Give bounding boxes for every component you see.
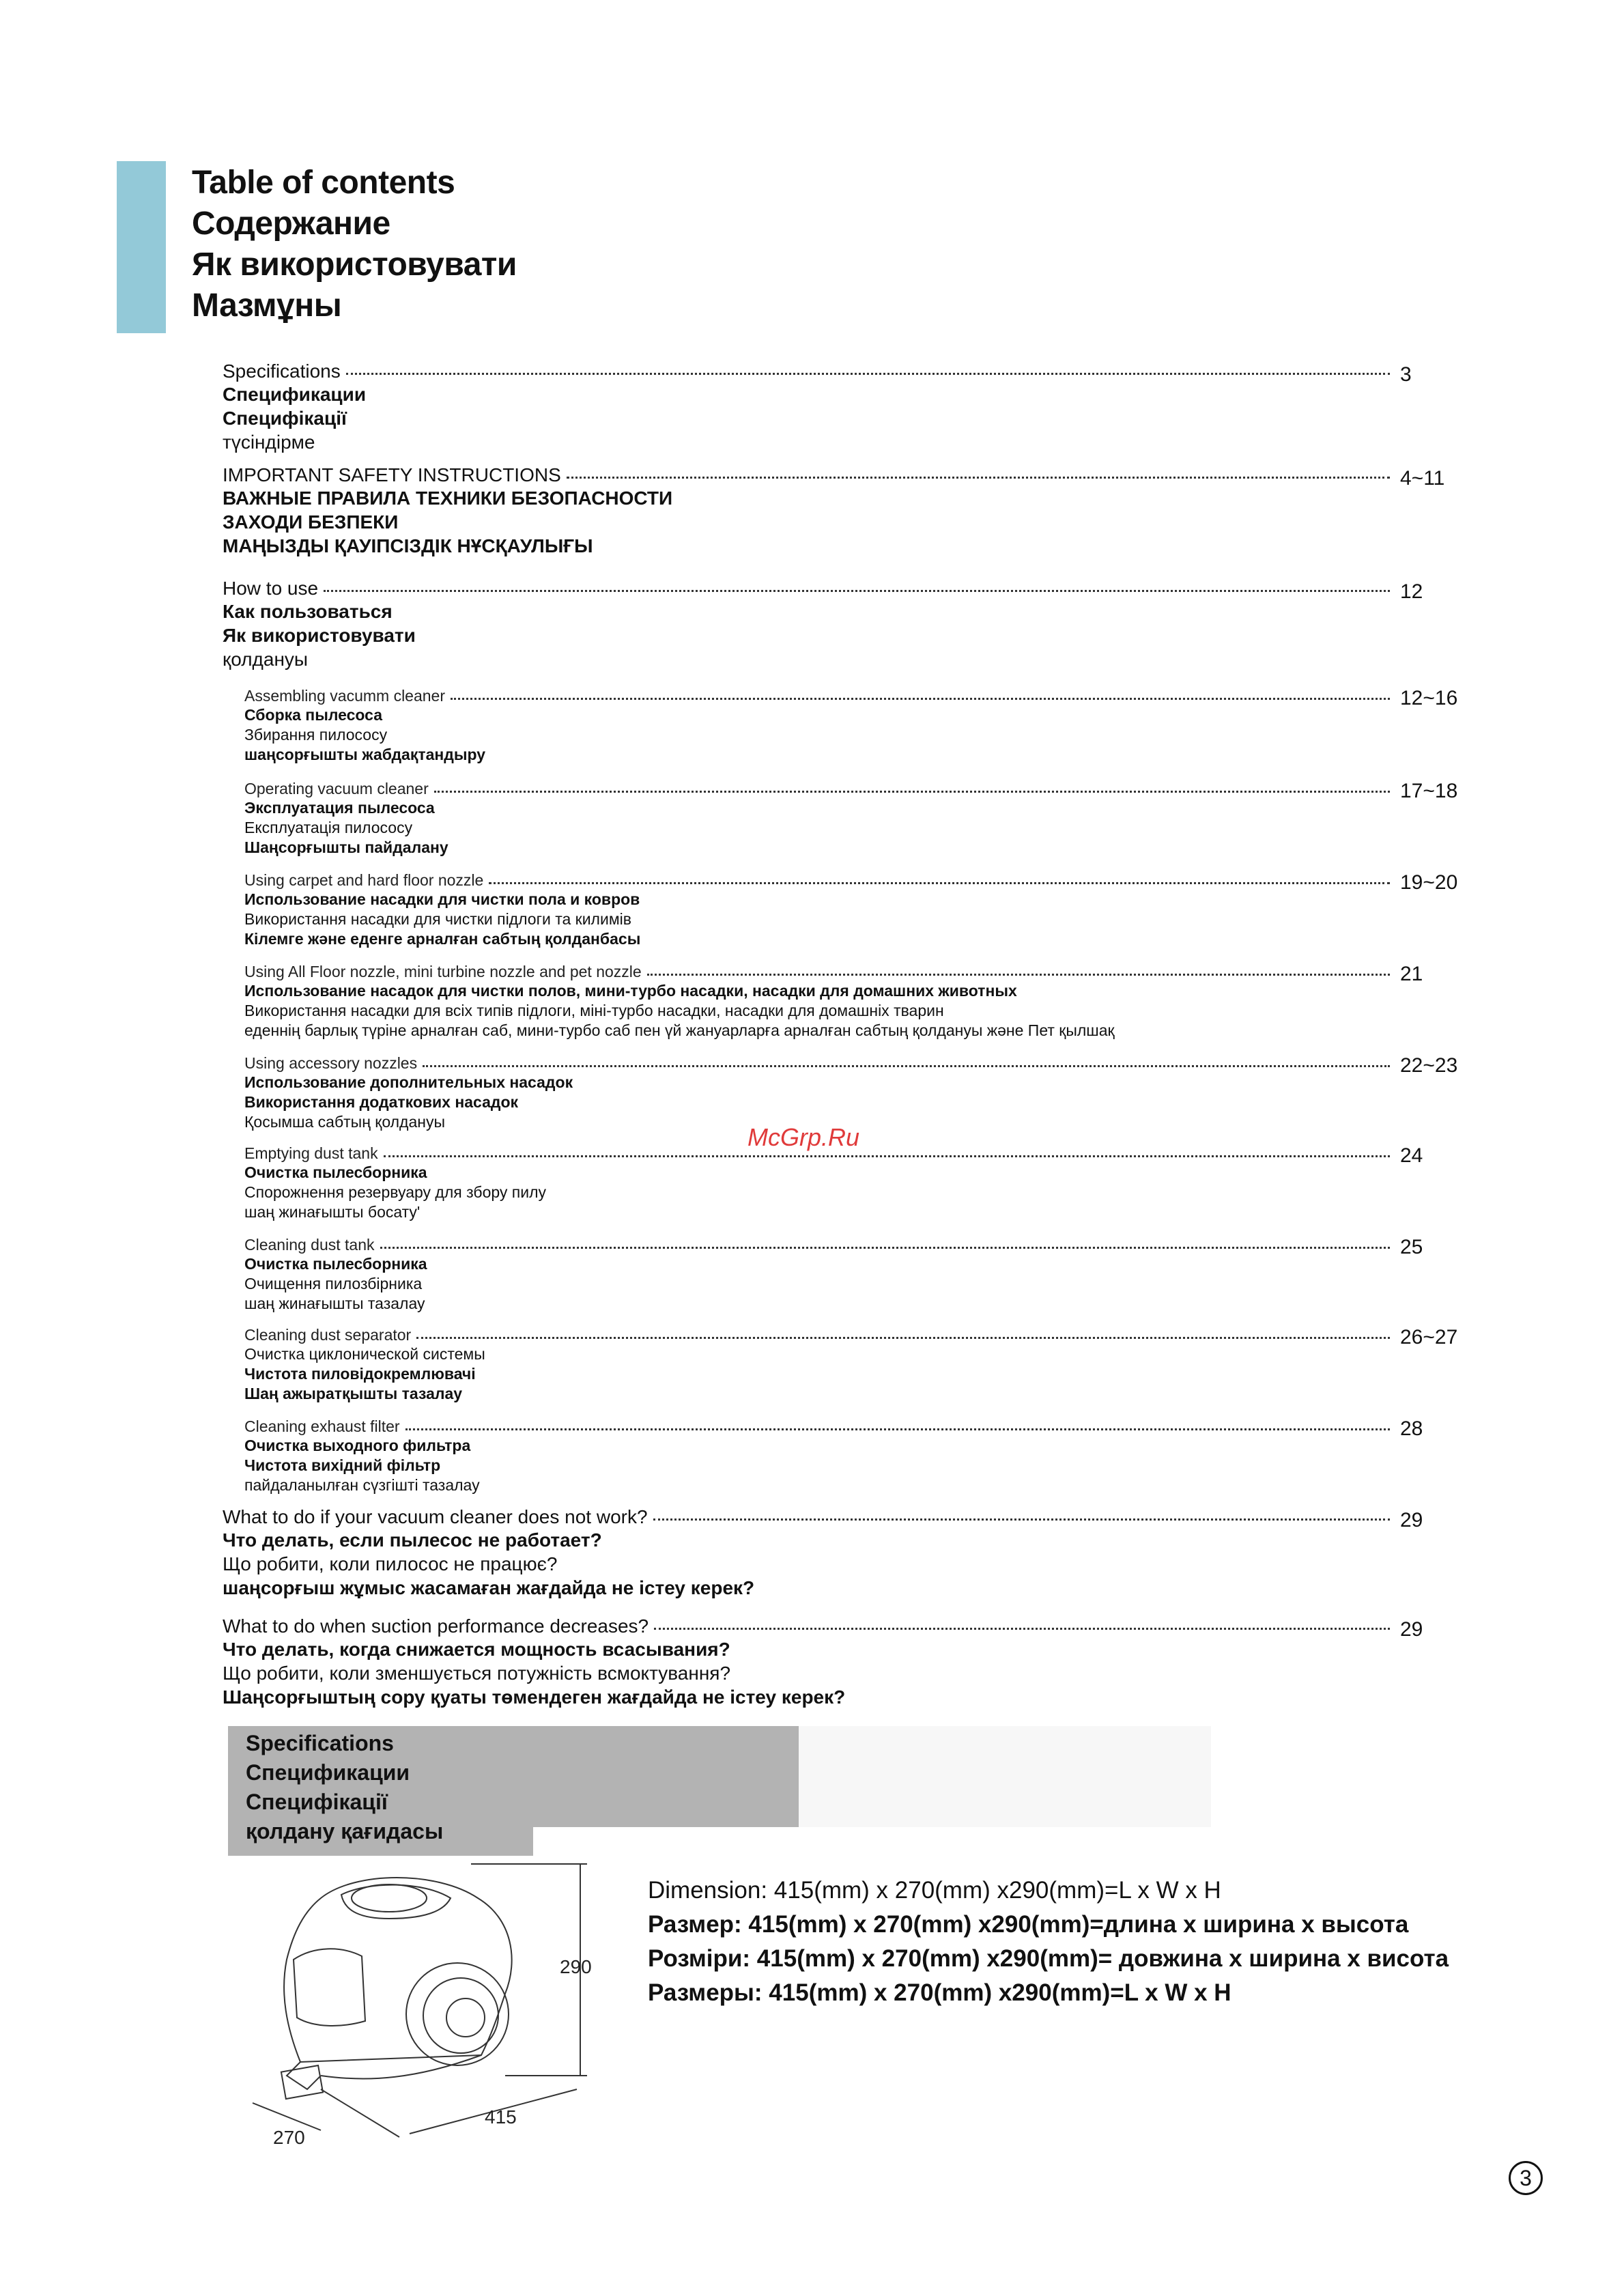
toc-entry <box>223 1326 1458 1404</box>
toc-entry-title: Cleaning dust tank <box>244 1236 375 1254</box>
toc-entry <box>223 361 1412 454</box>
toc-page-number: 26~27 <box>1400 1326 1458 1348</box>
toc-dot-leader <box>346 373 1390 375</box>
toc-entry-title: Cleaning exhaust filter <box>244 1417 400 1435</box>
title-en: Table of contents <box>192 165 455 201</box>
toc-translation-line: Очистка пылесборника <box>244 1255 427 1273</box>
toc-entry <box>223 1054 1458 1132</box>
toc-translation-line: шаң жинағышты тазалау <box>244 1295 425 1312</box>
dimension-uk: Розміри: 415(mm) x 270(mm) x290(mm)= довжина x ширина x висота <box>648 1945 1449 1972</box>
toc-entry <box>223 1506 1423 1600</box>
title-accent-bar <box>117 161 166 333</box>
toc-entry-title: Using carpet and hard floor nozzle <box>244 871 484 889</box>
toc-translation-line: Що робити, коли зменшується потужність всмоктування? <box>223 1663 731 1684</box>
toc-translation-line: Шаңсорғышты пайдалану <box>244 838 448 856</box>
spec-label-kk: қолдану қағидасы <box>246 1819 444 1843</box>
toc-entry <box>223 464 1445 558</box>
toc-entry-title: What to do when suction performance decreases? <box>223 1615 649 1637</box>
spec-header-panel <box>799 1726 1211 1827</box>
toc-dot-leader <box>405 1428 1390 1430</box>
toc-entry <box>223 578 1423 671</box>
toc-translation-line: Использование дополнительных насадок <box>244 1073 573 1091</box>
toc-translation-line: Что делать, когда снижается мощность всасывания? <box>223 1639 730 1660</box>
toc-translation-line: қолдануы <box>223 649 309 670</box>
toc-entry <box>223 871 1458 949</box>
toc-translations <box>223 981 1397 1041</box>
toc-translation-line: ВАЖНЫЕ ПРАВИЛА ТЕХНИКИ БЕЗОПАСНОСТИ <box>223 488 673 509</box>
toc-entry-title: Using All Floor nozzle, mini turbine nozzle and pet nozzle <box>244 963 642 980</box>
title-kk: Мазмұны <box>192 287 342 324</box>
toc-translations <box>223 798 1397 858</box>
toc-translation-line: пайдаланылған сүзгішті тазалау <box>244 1476 480 1494</box>
toc-translation-line: Збирання пилососу <box>244 726 388 744</box>
title-uk: Як використовувати <box>192 246 517 283</box>
toc-dot-leader <box>380 1247 1390 1249</box>
toc-translation-line: шаңсорғыш жұмыс жасамаған жағдайда не істеу керек? <box>223 1577 755 1598</box>
toc-translations <box>223 599 1397 671</box>
toc-translation-line: Спецификации <box>223 384 367 405</box>
spec-label-en: Specifications <box>246 1731 394 1755</box>
toc-page-number: 29 <box>1400 1618 1423 1641</box>
toc-dot-leader <box>384 1155 1390 1157</box>
toc-translation-line: Эксплуатация пылесоса <box>244 799 435 817</box>
toc-translation-line: Очистка циклонической системы <box>244 1345 485 1363</box>
dimension-en: Dimension: 415(mm) x 270(mm) x290(mm)=L x W x H <box>648 1877 1221 1904</box>
watermark: McGrp.Ru <box>747 1123 860 1151</box>
toc-translation-line: Шаң ажыратқышты тазалау <box>244 1385 463 1402</box>
toc-entry-title: Using accessory nozzles <box>244 1054 418 1072</box>
toc-translation-line: Очистка выходного фильтра <box>244 1437 471 1454</box>
page-number: 3 <box>1509 2161 1543 2195</box>
toc-translation-line: ЗАХОДИ БЕЗПЕКИ <box>223 511 399 533</box>
toc-translations <box>223 1163 1397 1222</box>
toc-translation-line: Сборка пылесоса <box>244 706 383 724</box>
toc-translations <box>223 1254 1397 1314</box>
dimension-ru: Размер: 415(mm) x 270(mm) x290(mm)=длина x ширина x высота <box>648 1911 1409 1938</box>
toc-translations <box>223 382 1397 454</box>
spec-label-ru: Спецификации <box>246 1760 410 1785</box>
toc-entry-row <box>223 464 1397 486</box>
dim-width-label: 270 <box>273 2127 305 2148</box>
toc-page-number: 25 <box>1400 1236 1423 1258</box>
toc-translation-line: Спорожнення резервуару для збору пилу <box>244 1183 547 1201</box>
toc-entry-row <box>223 1236 1397 1254</box>
toc-page-number: 17~18 <box>1400 780 1458 802</box>
toc-translation-line: Специфікації <box>223 408 347 429</box>
toc-page-number: 19~20 <box>1400 871 1458 894</box>
toc-translation-line: Кілемге және еденге арналған сабтың қолданбасы <box>244 930 641 948</box>
toc-entry <box>223 1236 1423 1314</box>
toc-dot-leader <box>324 590 1390 592</box>
toc-entry-row <box>223 1506 1397 1528</box>
toc-translations <box>223 705 1397 765</box>
toc-page-number: 24 <box>1400 1144 1423 1167</box>
toc-dot-leader <box>653 1518 1390 1521</box>
toc-translation-line: Использование насадок для чистки полов, мини-турбо насадки, насадки для домашних животных <box>244 982 1017 1000</box>
toc-translation-line: еденнің барлық түріне арналған саб, мини-турбо саб пен үй жануарларға арналған сабтың қолдануы және Пет қылшақ <box>244 1021 1115 1039</box>
toc-page-number: 29 <box>1400 1509 1423 1531</box>
toc-page-number: 12 <box>1400 580 1423 603</box>
toc-entry-row <box>223 871 1397 890</box>
toc-translation-line: Очистка пылесборника <box>244 1163 427 1181</box>
toc-entry-row <box>223 1054 1397 1073</box>
toc-dot-leader <box>423 1065 1390 1067</box>
page-title <box>192 162 517 326</box>
toc-dot-leader <box>434 791 1390 793</box>
toc-entry-title: IMPORTANT SAFETY INSTRUCTIONS <box>223 464 561 485</box>
toc-entry-title: Operating vacuum cleaner <box>244 780 429 797</box>
toc-page-number: 4~11 <box>1400 467 1445 490</box>
toc-page-number: 21 <box>1400 963 1423 985</box>
toc-entry-row <box>223 780 1397 798</box>
toc-entry-title: How to use <box>223 578 319 599</box>
toc-translation-line: Очищення пилозбірника <box>244 1275 423 1292</box>
toc-entry-row <box>223 1326 1397 1344</box>
toc-entry <box>223 1417 1423 1495</box>
toc-translation-line: Что делать, если пылесос не работает? <box>223 1529 602 1551</box>
toc-entry-title: Emptying dust tank <box>244 1144 378 1162</box>
toc-entry <box>223 1615 1423 1709</box>
toc-entry <box>223 1144 1423 1222</box>
toc-entry-row <box>223 578 1397 599</box>
toc-translations <box>223 890 1397 949</box>
toc-entry-title: Cleaning dust separator <box>244 1326 412 1344</box>
toc-entry <box>223 687 1458 765</box>
toc-translation-line: Шаңсорғыштың сору қуаты төмендеген жағдайда не істеу керек? <box>223 1686 846 1708</box>
toc-entry-row <box>223 361 1397 382</box>
toc-translation-line: Використання додаткових насадок <box>244 1093 519 1111</box>
toc-page-number: 28 <box>1400 1417 1423 1440</box>
toc-entry-title: Specifications <box>223 361 341 382</box>
toc-translation-line: шаң жинағышты босату' <box>244 1203 421 1221</box>
toc-translations <box>223 1528 1397 1600</box>
toc-translation-line: Чистота пиловідокремлювачі <box>244 1365 476 1383</box>
toc-dot-leader <box>489 882 1390 884</box>
toc-page-number: 22~23 <box>1400 1054 1458 1077</box>
spec-heading <box>246 1729 443 1846</box>
toc-dot-leader <box>416 1337 1390 1339</box>
toc-translation-line: Использование насадки для чистки пола и ковров <box>244 890 640 908</box>
vacuum-cleaner-drawing <box>218 1843 601 2158</box>
dim-height-label: 290 <box>560 1956 592 1977</box>
toc-translation-line: Как пользоваться <box>223 601 393 622</box>
spec-label-uk: Специфікації <box>246 1790 388 1814</box>
toc-entry-row <box>223 963 1397 981</box>
toc-translation-line: Як використовувати <box>223 625 416 646</box>
toc-entry-title: What to do if your vacuum cleaner does not work? <box>223 1506 648 1527</box>
toc-dot-leader <box>451 698 1390 700</box>
toc-translations <box>223 1637 1397 1709</box>
toc-entry-title: Assembling vacumm cleaner <box>244 687 446 705</box>
toc-translations <box>223 1344 1397 1404</box>
toc-translation-line: Чистота вихідний фільтр <box>244 1456 441 1474</box>
toc-translation-line: Використання насадки для всіх типів підлоги, міні-турбо насадки, насадки для домашніх тварин <box>244 1002 944 1019</box>
toc-entry <box>223 780 1458 858</box>
toc-dot-leader <box>654 1628 1390 1630</box>
toc-translations <box>223 486 1397 558</box>
dimension-kk: Размеры: 415(mm) x 270(mm) x290(mm)=L x W x H <box>648 1979 1231 2006</box>
toc-page-number: 3 <box>1400 363 1412 386</box>
toc-entry <box>223 963 1423 1041</box>
toc-dot-leader <box>567 477 1390 479</box>
toc-translation-line: Қосымша сабтың қолдануы <box>244 1113 446 1131</box>
toc-translation-line: МАҢЫЗДЫ ҚАУІПСІЗДІК НҰСҚАУЛЫҒЫ <box>223 535 593 556</box>
toc-entry-row <box>223 1417 1397 1436</box>
toc-dot-leader <box>647 974 1390 976</box>
toc-page-number: 12~16 <box>1400 687 1458 709</box>
toc-translation-line: Використання насадки для чистки підлоги та килимів <box>244 910 631 928</box>
toc-translation-line: Експлуатація пилососу <box>244 819 413 836</box>
toc-translation-line: түсіндірме <box>223 432 315 453</box>
toc-entry-row <box>223 687 1397 705</box>
toc-translation-line: шаңсорғышты жабдақтандыру <box>244 746 486 763</box>
toc-translation-line: Що робити, коли пилосос не працює? <box>223 1553 558 1574</box>
dim-length-label: 415 <box>485 2106 517 2128</box>
toc-entry-row <box>223 1615 1397 1637</box>
dimensions-block <box>648 1874 1449 2010</box>
toc-translations <box>223 1436 1397 1495</box>
title-ru: Содержание <box>192 206 390 242</box>
